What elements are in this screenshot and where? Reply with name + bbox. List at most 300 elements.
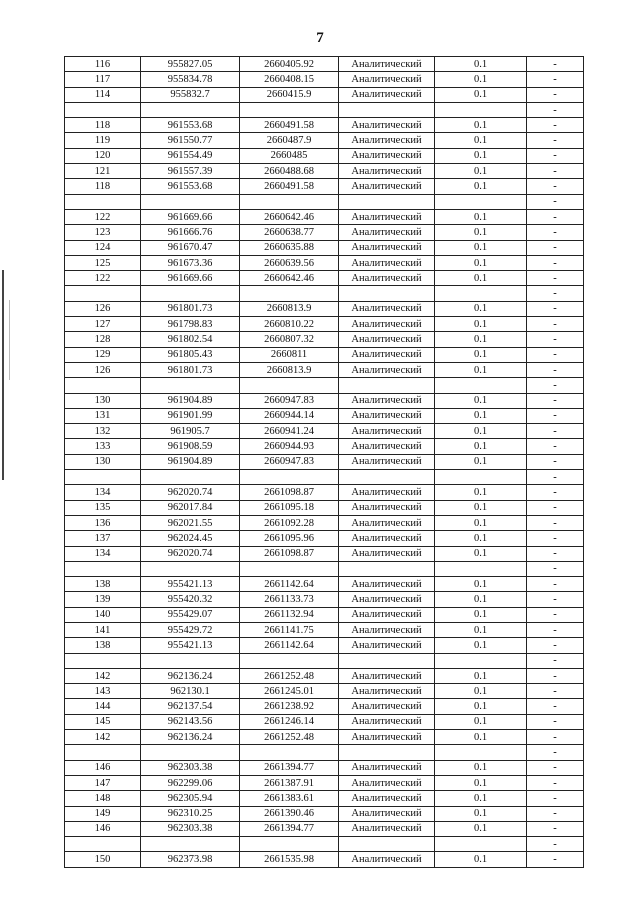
y-coordinate-cell — [240, 470, 339, 485]
mark-cell: - — [527, 668, 584, 683]
mark-cell: - — [527, 332, 584, 347]
method-cell: Аналитический — [339, 699, 435, 714]
mark-cell: - — [527, 301, 584, 316]
accuracy-cell: 0.1 — [435, 638, 527, 653]
accuracy-cell — [435, 653, 527, 668]
accuracy-cell: 0.1 — [435, 240, 527, 255]
accuracy-cell: 0.1 — [435, 148, 527, 163]
x-coordinate-cell: 962137.54 — [141, 699, 240, 714]
method-cell: Аналитический — [339, 133, 435, 148]
y-coordinate-cell: 2661098.87 — [240, 546, 339, 561]
point-number-cell: 120 — [65, 148, 141, 163]
mark-cell: - — [527, 393, 584, 408]
mark-cell: - — [527, 439, 584, 454]
accuracy-cell: 0.1 — [435, 775, 527, 790]
x-coordinate-cell — [141, 470, 240, 485]
mark-cell: - — [527, 148, 584, 163]
x-coordinate-cell — [141, 102, 240, 117]
x-coordinate-cell: 962130.1 — [141, 684, 240, 699]
mark-cell: - — [527, 362, 584, 377]
table-row — [65, 225, 584, 240]
point-number-cell — [65, 745, 141, 760]
point-number-cell: 118 — [65, 179, 141, 194]
mark-cell: - — [527, 852, 584, 867]
y-coordinate-cell: 2660947.83 — [240, 393, 339, 408]
table-row — [65, 745, 584, 760]
mark-cell: - — [527, 102, 584, 117]
accuracy-cell: 0.1 — [435, 424, 527, 439]
scan-edge-mark-faint — [9, 300, 10, 380]
y-coordinate-cell: 2661252.48 — [240, 730, 339, 745]
x-coordinate-cell: 955429.72 — [141, 622, 240, 637]
point-number-cell: 121 — [65, 164, 141, 179]
point-number-cell: 139 — [65, 592, 141, 607]
table-row — [65, 439, 584, 454]
x-coordinate-cell: 962310.25 — [141, 806, 240, 821]
method-cell — [339, 102, 435, 117]
x-coordinate-cell: 961670.47 — [141, 240, 240, 255]
accuracy-cell: 0.1 — [435, 255, 527, 270]
point-number-cell: 128 — [65, 332, 141, 347]
table-row — [65, 775, 584, 790]
point-number-cell — [65, 561, 141, 576]
x-coordinate-cell: 961669.66 — [141, 271, 240, 286]
point-number-cell: 142 — [65, 668, 141, 683]
y-coordinate-cell: 2661246.14 — [240, 714, 339, 729]
table-row — [65, 271, 584, 286]
point-number-cell: 143 — [65, 684, 141, 699]
table-row — [65, 72, 584, 87]
table-row — [65, 164, 584, 179]
accuracy-cell — [435, 745, 527, 760]
x-coordinate-cell: 961550.77 — [141, 133, 240, 148]
accuracy-cell: 0.1 — [435, 271, 527, 286]
point-number-cell: 125 — [65, 255, 141, 270]
y-coordinate-cell: 2660811 — [240, 347, 339, 362]
x-coordinate-cell: 961798.83 — [141, 317, 240, 332]
accuracy-cell: 0.1 — [435, 225, 527, 240]
method-cell: Аналитический — [339, 87, 435, 102]
method-cell: Аналитический — [339, 408, 435, 423]
accuracy-cell: 0.1 — [435, 515, 527, 530]
mark-cell: - — [527, 515, 584, 530]
method-cell: Аналитический — [339, 531, 435, 546]
table-row — [65, 347, 584, 362]
x-coordinate-cell: 955834.78 — [141, 72, 240, 87]
y-coordinate-cell: 2661387.91 — [240, 775, 339, 790]
table-row — [65, 317, 584, 332]
mark-cell: - — [527, 699, 584, 714]
x-coordinate-cell — [141, 194, 240, 209]
accuracy-cell: 0.1 — [435, 87, 527, 102]
method-cell: Аналитический — [339, 791, 435, 806]
method-cell: Аналитический — [339, 118, 435, 133]
table-row — [65, 194, 584, 209]
accuracy-cell: 0.1 — [435, 362, 527, 377]
mark-cell: - — [527, 607, 584, 622]
mark-cell: - — [527, 485, 584, 500]
mark-cell: - — [527, 255, 584, 270]
x-coordinate-cell: 961666.76 — [141, 225, 240, 240]
point-number-cell: 134 — [65, 546, 141, 561]
y-coordinate-cell — [240, 745, 339, 760]
mark-cell: - — [527, 760, 584, 775]
point-number-cell: 118 — [65, 118, 141, 133]
x-coordinate-cell: 962020.74 — [141, 485, 240, 500]
point-number-cell — [65, 470, 141, 485]
y-coordinate-cell: 2660491.58 — [240, 118, 339, 133]
point-number-cell: 140 — [65, 607, 141, 622]
accuracy-cell: 0.1 — [435, 72, 527, 87]
accuracy-cell: 0.1 — [435, 317, 527, 332]
y-coordinate-cell: 2660405.92 — [240, 57, 339, 72]
y-coordinate-cell: 2660488.68 — [240, 164, 339, 179]
point-number-cell: 127 — [65, 317, 141, 332]
mark-cell: - — [527, 194, 584, 209]
mark-cell: - — [527, 745, 584, 760]
y-coordinate-cell: 2660408.15 — [240, 72, 339, 87]
mark-cell: - — [527, 424, 584, 439]
point-number-cell: 145 — [65, 714, 141, 729]
accuracy-cell: 0.1 — [435, 118, 527, 133]
table-row — [65, 393, 584, 408]
y-coordinate-cell — [240, 378, 339, 393]
table-row — [65, 714, 584, 729]
table-row — [65, 821, 584, 836]
table-row — [65, 515, 584, 530]
y-coordinate-cell: 2660491.58 — [240, 179, 339, 194]
method-cell: Аналитический — [339, 255, 435, 270]
table-row — [65, 408, 584, 423]
point-number-cell: 119 — [65, 133, 141, 148]
method-cell: Аналитический — [339, 546, 435, 561]
y-coordinate-cell: 2660415.9 — [240, 87, 339, 102]
method-cell: Аналитический — [339, 72, 435, 87]
mark-cell: - — [527, 837, 584, 852]
y-coordinate-cell: 2661394.77 — [240, 760, 339, 775]
table-row — [65, 102, 584, 117]
table-row — [65, 57, 584, 72]
x-coordinate-cell: 961553.68 — [141, 179, 240, 194]
accuracy-cell: 0.1 — [435, 301, 527, 316]
method-cell: Аналитический — [339, 317, 435, 332]
method-cell: Аналитический — [339, 240, 435, 255]
accuracy-cell: 0.1 — [435, 439, 527, 454]
method-cell: Аналитический — [339, 271, 435, 286]
table-row — [65, 118, 584, 133]
mark-cell: - — [527, 454, 584, 469]
table-row — [65, 424, 584, 439]
x-coordinate-cell: 961904.89 — [141, 393, 240, 408]
method-cell: Аналитический — [339, 515, 435, 530]
point-number-cell: 132 — [65, 424, 141, 439]
method-cell: Аналитический — [339, 148, 435, 163]
point-number-cell: 146 — [65, 821, 141, 836]
x-coordinate-cell: 962305.94 — [141, 791, 240, 806]
method-cell: Аналитический — [339, 454, 435, 469]
point-number-cell: 129 — [65, 347, 141, 362]
table-row — [65, 622, 584, 637]
table-row — [65, 255, 584, 270]
accuracy-cell: 0.1 — [435, 164, 527, 179]
y-coordinate-cell — [240, 102, 339, 117]
x-coordinate-cell — [141, 561, 240, 576]
mark-cell: - — [527, 684, 584, 699]
method-cell: Аналитический — [339, 638, 435, 653]
point-number-cell: 141 — [65, 622, 141, 637]
mark-cell: - — [527, 775, 584, 790]
coordinates-table-body — [65, 57, 584, 868]
x-coordinate-cell — [141, 745, 240, 760]
accuracy-cell: 0.1 — [435, 592, 527, 607]
mark-cell: - — [527, 209, 584, 224]
accuracy-cell: 0.1 — [435, 730, 527, 745]
mark-cell: - — [527, 408, 584, 423]
method-cell: Аналитический — [339, 714, 435, 729]
accuracy-cell: 0.1 — [435, 179, 527, 194]
point-number-cell — [65, 102, 141, 117]
x-coordinate-cell: 961553.68 — [141, 118, 240, 133]
table-row — [65, 485, 584, 500]
accuracy-cell: 0.1 — [435, 500, 527, 515]
x-coordinate-cell: 961905.7 — [141, 424, 240, 439]
table-row — [65, 791, 584, 806]
x-coordinate-cell: 961673.36 — [141, 255, 240, 270]
y-coordinate-cell: 2661133.73 — [240, 592, 339, 607]
x-coordinate-cell: 955420.32 — [141, 592, 240, 607]
y-coordinate-cell — [240, 653, 339, 668]
mark-cell: - — [527, 347, 584, 362]
method-cell: Аналитический — [339, 225, 435, 240]
accuracy-cell: 0.1 — [435, 347, 527, 362]
point-number-cell — [65, 286, 141, 301]
method-cell: Аналитический — [339, 209, 435, 224]
x-coordinate-cell: 962303.38 — [141, 760, 240, 775]
point-number-cell: 116 — [65, 57, 141, 72]
x-coordinate-cell: 961801.73 — [141, 362, 240, 377]
x-coordinate-cell: 961908.59 — [141, 439, 240, 454]
table-row — [65, 730, 584, 745]
x-coordinate-cell: 955832.7 — [141, 87, 240, 102]
method-cell: Аналитический — [339, 684, 435, 699]
method-cell: Аналитический — [339, 179, 435, 194]
accuracy-cell: 0.1 — [435, 806, 527, 821]
method-cell: Аналитический — [339, 164, 435, 179]
y-coordinate-cell: 2660813.9 — [240, 301, 339, 316]
point-number-cell: 134 — [65, 485, 141, 500]
x-coordinate-cell: 962136.24 — [141, 668, 240, 683]
table-row — [65, 837, 584, 852]
mark-cell: - — [527, 592, 584, 607]
y-coordinate-cell: 2661535.98 — [240, 852, 339, 867]
y-coordinate-cell: 2660638.77 — [240, 225, 339, 240]
point-number-cell: 124 — [65, 240, 141, 255]
y-coordinate-cell: 2660635.88 — [240, 240, 339, 255]
y-coordinate-cell: 2661098.87 — [240, 485, 339, 500]
y-coordinate-cell: 2660813.9 — [240, 362, 339, 377]
y-coordinate-cell: 2660807.32 — [240, 332, 339, 347]
accuracy-cell — [435, 378, 527, 393]
point-number-cell: 123 — [65, 225, 141, 240]
point-number-cell — [65, 378, 141, 393]
x-coordinate-cell: 962020.74 — [141, 546, 240, 561]
point-number-cell: 149 — [65, 806, 141, 821]
x-coordinate-cell: 961669.66 — [141, 209, 240, 224]
x-coordinate-cell: 961901.99 — [141, 408, 240, 423]
accuracy-cell: 0.1 — [435, 684, 527, 699]
x-coordinate-cell: 962024.45 — [141, 531, 240, 546]
y-coordinate-cell: 2660642.46 — [240, 271, 339, 286]
table-row — [65, 806, 584, 821]
method-cell — [339, 653, 435, 668]
table-row — [65, 546, 584, 561]
scan-edge-mark — [2, 270, 4, 480]
x-coordinate-cell: 962017.84 — [141, 500, 240, 515]
method-cell: Аналитический — [339, 424, 435, 439]
mark-cell: - — [527, 806, 584, 821]
table-row — [65, 133, 584, 148]
accuracy-cell: 0.1 — [435, 699, 527, 714]
y-coordinate-cell: 2661238.92 — [240, 699, 339, 714]
point-number-cell — [65, 653, 141, 668]
table-row — [65, 240, 584, 255]
point-number-cell: 136 — [65, 515, 141, 530]
table-row — [65, 653, 584, 668]
mark-cell: - — [527, 470, 584, 485]
table-row — [65, 699, 584, 714]
table-row — [65, 148, 584, 163]
point-number-cell: 146 — [65, 760, 141, 775]
accuracy-cell — [435, 286, 527, 301]
table-row — [65, 362, 584, 377]
table-row — [65, 577, 584, 592]
mark-cell: - — [527, 561, 584, 576]
accuracy-cell — [435, 102, 527, 117]
table-row — [65, 852, 584, 867]
y-coordinate-cell: 2661132.94 — [240, 607, 339, 622]
x-coordinate-cell: 961554.49 — [141, 148, 240, 163]
mark-cell: - — [527, 730, 584, 745]
table-row — [65, 500, 584, 515]
method-cell — [339, 286, 435, 301]
point-number-cell: 148 — [65, 791, 141, 806]
accuracy-cell — [435, 837, 527, 852]
y-coordinate-cell: 2660810.22 — [240, 317, 339, 332]
y-coordinate-cell: 2660947.83 — [240, 454, 339, 469]
mark-cell: - — [527, 531, 584, 546]
y-coordinate-cell: 2661245.01 — [240, 684, 339, 699]
method-cell: Аналитический — [339, 301, 435, 316]
y-coordinate-cell: 2660944.93 — [240, 439, 339, 454]
page-number: 7 — [316, 30, 324, 46]
mark-cell: - — [527, 638, 584, 653]
point-number-cell — [65, 194, 141, 209]
x-coordinate-cell: 961557.39 — [141, 164, 240, 179]
y-coordinate-cell: 2660941.24 — [240, 424, 339, 439]
accuracy-cell: 0.1 — [435, 393, 527, 408]
point-number-cell: 130 — [65, 454, 141, 469]
x-coordinate-cell — [141, 286, 240, 301]
accuracy-cell: 0.1 — [435, 622, 527, 637]
mark-cell: - — [527, 87, 584, 102]
y-coordinate-cell: 2660642.46 — [240, 209, 339, 224]
x-coordinate-cell — [141, 653, 240, 668]
accuracy-cell: 0.1 — [435, 607, 527, 622]
method-cell: Аналитический — [339, 347, 435, 362]
point-number-cell: 147 — [65, 775, 141, 790]
y-coordinate-cell: 2661390.46 — [240, 806, 339, 821]
x-coordinate-cell: 962299.06 — [141, 775, 240, 790]
table-row — [65, 301, 584, 316]
table-row — [65, 87, 584, 102]
table-row — [65, 760, 584, 775]
point-number-cell: 122 — [65, 271, 141, 286]
mark-cell: - — [527, 240, 584, 255]
x-coordinate-cell: 955429.07 — [141, 607, 240, 622]
mark-cell: - — [527, 546, 584, 561]
method-cell: Аналитический — [339, 57, 435, 72]
accuracy-cell: 0.1 — [435, 546, 527, 561]
method-cell: Аналитический — [339, 500, 435, 515]
method-cell — [339, 470, 435, 485]
method-cell: Аналитический — [339, 439, 435, 454]
point-number-cell: 114 — [65, 87, 141, 102]
coordinates-table — [64, 56, 584, 868]
mark-cell: - — [527, 271, 584, 286]
method-cell: Аналитический — [339, 852, 435, 867]
y-coordinate-cell — [240, 286, 339, 301]
table-row — [65, 470, 584, 485]
point-number-cell: 138 — [65, 638, 141, 653]
table-row — [65, 668, 584, 683]
y-coordinate-cell — [240, 194, 339, 209]
y-coordinate-cell: 2661095.18 — [240, 500, 339, 515]
accuracy-cell: 0.1 — [435, 332, 527, 347]
accuracy-cell: 0.1 — [435, 577, 527, 592]
y-coordinate-cell: 2661142.64 — [240, 577, 339, 592]
mark-cell: - — [527, 577, 584, 592]
point-number-cell: 142 — [65, 730, 141, 745]
y-coordinate-cell: 2661252.48 — [240, 668, 339, 683]
x-coordinate-cell: 962303.38 — [141, 821, 240, 836]
point-number-cell: 126 — [65, 362, 141, 377]
y-coordinate-cell: 2661383.61 — [240, 791, 339, 806]
mark-cell: - — [527, 72, 584, 87]
y-coordinate-cell: 2661142.64 — [240, 638, 339, 653]
accuracy-cell: 0.1 — [435, 791, 527, 806]
method-cell: Аналитический — [339, 362, 435, 377]
x-coordinate-cell — [141, 378, 240, 393]
method-cell: Аналитический — [339, 393, 435, 408]
method-cell: Аналитический — [339, 730, 435, 745]
point-number-cell: 138 — [65, 577, 141, 592]
x-coordinate-cell: 961904.89 — [141, 454, 240, 469]
method-cell — [339, 378, 435, 393]
method-cell — [339, 194, 435, 209]
y-coordinate-cell: 2660944.14 — [240, 408, 339, 423]
method-cell: Аналитический — [339, 806, 435, 821]
mark-cell: - — [527, 118, 584, 133]
table-row — [65, 454, 584, 469]
y-coordinate-cell — [240, 561, 339, 576]
method-cell — [339, 745, 435, 760]
table-row — [65, 638, 584, 653]
method-cell: Аналитический — [339, 775, 435, 790]
point-number-cell: 130 — [65, 393, 141, 408]
mark-cell: - — [527, 164, 584, 179]
table-row — [65, 561, 584, 576]
method-cell: Аналитический — [339, 592, 435, 607]
